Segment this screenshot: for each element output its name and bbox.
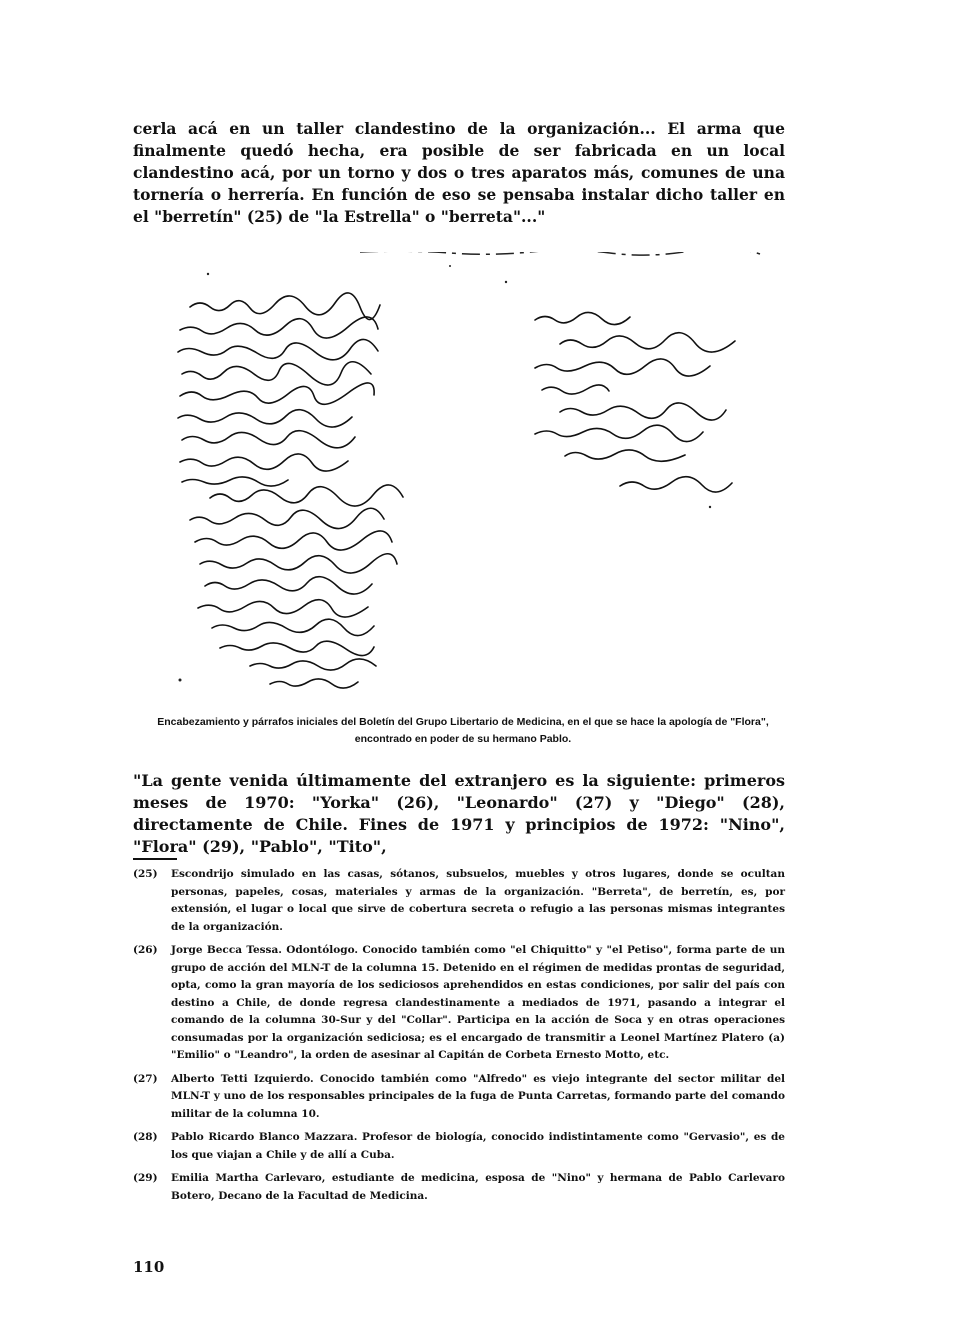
handwriting-image — [150, 252, 790, 702]
footnote-number: (29) — [133, 1172, 158, 1184]
footnote-number: (28) — [133, 1131, 158, 1143]
intro-paragraph: cerla acá en un taller clandestino de la organización... El arma que finalmente quedó hecha, era posible de ser fabricada en un local clandestino acá, por un torno y dos o tres aparatos más, comunes de una tornería o herrería. En función de eso se pensaba instalar dicho taller en el "berretín" (25) de "la Estrella" o "berreta"..." — [133, 119, 785, 226]
footnote-divider — [133, 858, 177, 860]
footnote-text: Alberto Tetti Izquierdo. Conocido también como "Alfredo" es viejo integrante del sector militar del MLN-T y uno de los responsables principales de la fuga de Punta Carretas, formando parte del comando militar de la columna 10. — [171, 1072, 785, 1120]
footnote-27 — [133, 1071, 785, 1124]
footnote-25 — [133, 866, 785, 936]
figure-caption: Encabezamiento y párrafos iniciales del Boletín del Grupo Libertario de Medicina, en el que se hace la apología de "Flora", encontrado en poder de su hermano Pablo. — [157, 716, 769, 745]
footnote-29 — [133, 1170, 785, 1205]
footnotes — [133, 866, 785, 1211]
footnote-text: Emilia Martha Carlevaro, estudiante de medicina, esposa de "Nino" y hermana de Pablo Carlevaro Botero, Decano de la Facultad de Medicina. — [171, 1172, 785, 1202]
footnote-text: Escondrijo simulado en las casas, sótanos, subsuelos, muebles y otros lugares, donde se ocultan personas, papeles, cosas, materiales y armas de la organización. "Berreta", de berretín, es, por extensión, el lugar o local que sirve de cobertura secreta o refugio a las personas mismas integrantes de la organización. — [171, 868, 785, 933]
footnote-text: Pablo Ricardo Blanco Mazzara. Profesor de biología, conocido indistintamente como "Gervasio", es de los que viajan a Chile y de allí a Cuba. — [171, 1131, 785, 1161]
footnote-number: (25) — [133, 868, 158, 880]
footnote-text: Jorge Becca Tessa. Odontólogo. Conocido también como "el Chiquitto" y "el Petiso", forma parte de un grupo de acción del MLN-T de la columna 15. Detenido en el régimen de medidas prontas de seguridad, opta, como la gran mayoría de los sediciosos aprehendidos en estas condiciones, por salir del país con destino a Chile, de donde regresa clandestinamente a mediados de 1971, pasando a integrar el comando de la columna 30-Sur y del "Collar". Participa en la acción de Soca y en otras operaciones consumadas por la organización sediciosa; es el encargado de transmitir a Leonel Martínez Platero (a) "Emilio" o "Leandro", la orden de asesinar al Capitán de Corbeta Ernesto Motto, etc. — [171, 944, 785, 1061]
quote-paragraph: "La gente venida últimamente del extranjero es la siguiente: primeros meses de 1970: "Yorka" (26), "Leonardo" (27) y "Diego" (28), directamente de Chile. Fines de 1971 y principios de 1972: "Nino", "Flora" (29), "Pablo", "Tito", — [133, 771, 785, 856]
footnote-26 — [133, 942, 785, 1065]
footnote-number: (26) — [133, 944, 158, 956]
footnote-number: (27) — [133, 1072, 158, 1085]
footnote-28 — [133, 1129, 785, 1164]
page-number: 110 — [133, 1258, 165, 1276]
handwritten-bulletin-facsimile — [150, 252, 790, 702]
